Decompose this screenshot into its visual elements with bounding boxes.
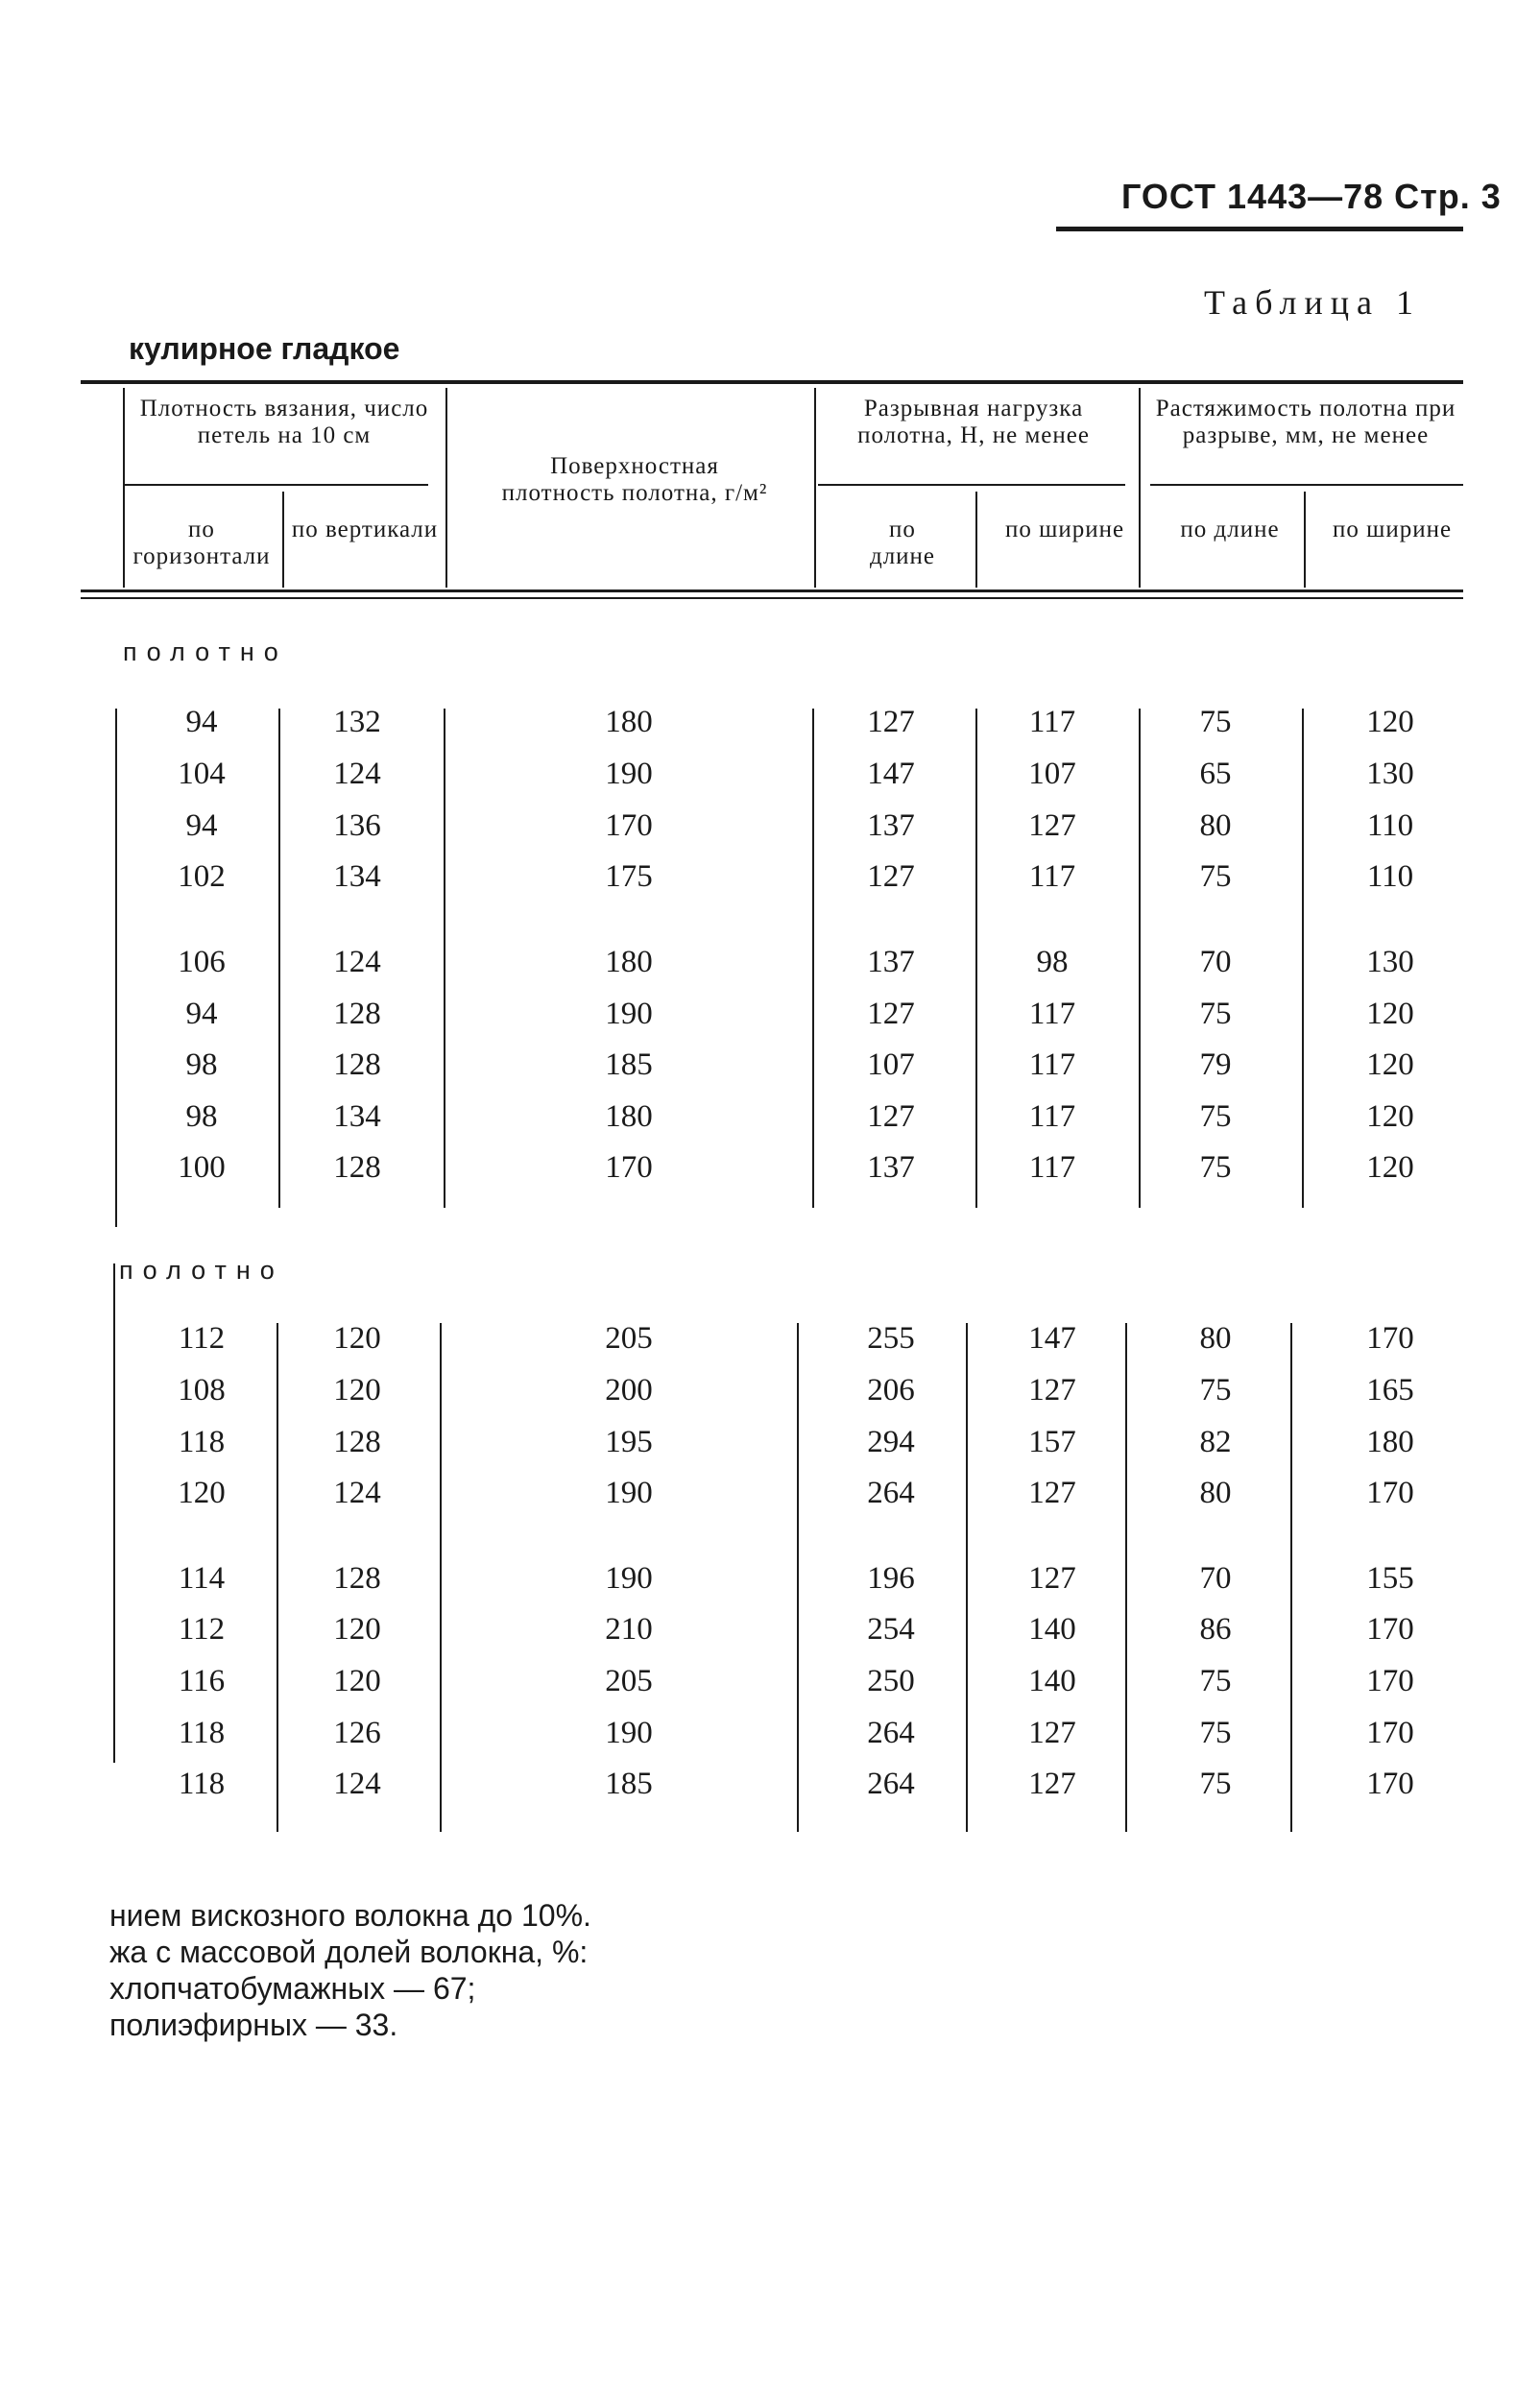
table-cell-elongation-length: 75: [1199, 705, 1232, 739]
table-cell-breaking-load-length: 137: [867, 808, 915, 843]
table-cell-elongation-width: 155: [1366, 1561, 1414, 1596]
table-cell-density-horizontal: 104: [178, 757, 226, 791]
table-cell-elongation-length: 82: [1199, 1425, 1232, 1459]
table-cell-breaking-load-length: 137: [867, 945, 915, 979]
header-breaking-load-group: Разрывная нагрузка полотна, Н, не менее: [857, 396, 1090, 448]
table-cell-elongation-width: 110: [1366, 808, 1414, 843]
table-cell-breaking-load-width: 127: [1028, 1716, 1076, 1750]
table-cell-density-horizontal: 118: [178, 1767, 226, 1801]
table-cell-surface-density: 190: [605, 757, 653, 791]
table-cell-breaking-load-length: 294: [867, 1425, 915, 1459]
header-density-horizontal: по горизонтали: [132, 517, 271, 569]
body-divider-s2-6: [1125, 1323, 1127, 1832]
table-cell-breaking-load-width: 127: [1028, 808, 1076, 843]
table-cell-breaking-load-width: 127: [1028, 1767, 1076, 1801]
table-cell-surface-density: 175: [605, 859, 653, 894]
table-cell-density-vertical: 124: [333, 1476, 381, 1510]
header-elongation-width: по ширине: [1332, 517, 1453, 542]
body-divider-s2-2: [277, 1323, 278, 1832]
table-cell-elongation-length: 75: [1199, 859, 1232, 894]
body-divider-s2-7: [1290, 1323, 1292, 1832]
header-elongation-group: Растяжимость полотна при разрыве, мм, не менее: [1155, 396, 1456, 448]
fabric-title: кулирное гладкое: [129, 331, 400, 366]
table-cell-elongation-length: 75: [1199, 1767, 1232, 1801]
table-cell-elongation-length: 75: [1199, 1150, 1232, 1185]
table-cell-elongation-length: 65: [1199, 757, 1232, 791]
table-cell-elongation-width: 110: [1366, 859, 1414, 894]
body-divider-s2-4: [797, 1323, 799, 1832]
table-cell-elongation-width: 120: [1366, 997, 1414, 1031]
table-cell-density-horizontal: 114: [178, 1561, 226, 1596]
table-cell-breaking-load-width: 140: [1028, 1664, 1076, 1698]
table-cell-surface-density: 180: [605, 945, 653, 979]
table-cell-density-vertical: 120: [333, 1373, 381, 1408]
table-cell-density-horizontal: 118: [178, 1425, 226, 1459]
header-breaking-load-length: по длине: [869, 517, 936, 569]
table-cell-breaking-load-length: 127: [867, 1099, 915, 1134]
table-cell-density-vertical: 120: [333, 1664, 381, 1698]
body-divider-s1-6: [1139, 709, 1141, 1208]
table-cell-density-horizontal: 108: [178, 1373, 226, 1408]
table-cell-elongation-width: 170: [1366, 1716, 1414, 1750]
section-label-2: полотно: [119, 1256, 284, 1285]
table-cell-surface-density: 200: [605, 1373, 653, 1408]
header-density-vertical: по вертикали: [291, 517, 439, 542]
table-cell-density-horizontal: 98: [185, 1099, 218, 1134]
header-divider-3: [814, 388, 816, 588]
table-cell-breaking-load-width: 107: [1028, 757, 1076, 791]
header-bottom-rule-2: [81, 597, 1463, 599]
table-cell-density-horizontal: 116: [178, 1664, 226, 1698]
table-cell-density-horizontal: 94: [185, 705, 218, 739]
table-cell-elongation-length: 75: [1199, 1373, 1232, 1408]
table-cell-surface-density: 190: [605, 997, 653, 1031]
table-cell-surface-density: 205: [605, 1664, 653, 1698]
table-cell-surface-density: 170: [605, 808, 653, 843]
header-divider-6: [975, 492, 977, 588]
table-cell-breaking-load-width: 117: [1028, 859, 1076, 894]
footnote-line-3: хлопчатобумажных — 67;: [109, 1971, 476, 2006]
header-divider-4: [1139, 388, 1141, 588]
footnote-line-4: полиэфирных — 33.: [109, 2008, 398, 2042]
table-cell-surface-density: 195: [605, 1425, 653, 1459]
table-cell-breaking-load-width: 117: [1028, 1150, 1076, 1185]
footnote-line-2: жа с массовой долей волокна, %:: [109, 1935, 589, 1969]
table-cell-breaking-load-length: 206: [867, 1373, 915, 1408]
header-divider-2: [445, 388, 447, 588]
table-cell-elongation-length: 70: [1199, 1561, 1232, 1596]
table-cell-density-vertical: 128: [333, 997, 381, 1031]
page-header-rule: [1056, 227, 1463, 231]
header-subrule-breaking-load: [818, 484, 1125, 486]
table-cell-density-horizontal: 106: [178, 945, 226, 979]
table-cell-density-vertical: 126: [333, 1716, 381, 1750]
table-cell-breaking-load-length: 127: [867, 705, 915, 739]
body-divider-s1-2: [278, 709, 280, 1208]
table-cell-density-vertical: 128: [333, 1047, 381, 1082]
body-divider-s1-5: [975, 709, 977, 1208]
table-cell-elongation-length: 79: [1199, 1047, 1232, 1082]
table-cell-elongation-width: 170: [1366, 1767, 1414, 1801]
table-cell-breaking-load-width: 127: [1028, 1561, 1076, 1596]
header-divider-5: [282, 492, 284, 588]
body-divider-s2-3: [440, 1323, 442, 1832]
table-cell-elongation-length: 80: [1199, 808, 1232, 843]
table-cell-density-horizontal: 94: [185, 997, 218, 1031]
table-cell-density-vertical: 134: [333, 859, 381, 894]
table-cell-density-horizontal: 100: [178, 1150, 226, 1185]
table-top-rule: [81, 380, 1463, 384]
table-cell-elongation-width: 170: [1366, 1476, 1414, 1510]
header-breaking-load-width: по ширине: [1004, 517, 1125, 542]
table-cell-breaking-load-length: 127: [867, 997, 915, 1031]
table-cell-elongation-width: 130: [1366, 757, 1414, 791]
header-bottom-rule-1: [81, 589, 1463, 592]
page-header-standard-ref: ГОСТ 1443—78 Стр. 3: [1121, 177, 1502, 216]
table-cell-density-horizontal: 112: [178, 1612, 226, 1647]
table-label: Таблица 1: [1204, 283, 1421, 322]
table-cell-elongation-width: 120: [1366, 1099, 1414, 1134]
table-cell-surface-density: 210: [605, 1612, 653, 1647]
table-cell-surface-density: 180: [605, 1099, 653, 1134]
table-cell-breaking-load-width: 117: [1028, 1047, 1076, 1082]
table-cell-elongation-width: 170: [1366, 1321, 1414, 1356]
table-cell-density-vertical: 124: [333, 757, 381, 791]
body-divider-s2-5: [966, 1323, 968, 1832]
table-cell-breaking-load-width: 140: [1028, 1612, 1076, 1647]
footnotes: [109, 1897, 591, 2043]
table-cell-density-horizontal: 98: [185, 1047, 218, 1082]
table-cell-density-horizontal: 112: [178, 1321, 226, 1356]
table-cell-elongation-width: 130: [1366, 945, 1414, 979]
body-divider-s1-3: [444, 709, 445, 1208]
table-cell-elongation-width: 120: [1366, 1047, 1414, 1082]
table-cell-elongation-width: 120: [1366, 1150, 1414, 1185]
header-density-group: Плотность вязания, число петель на 10 см: [139, 396, 429, 448]
table-cell-elongation-length: 70: [1199, 945, 1232, 979]
table-cell-elongation-length: 75: [1199, 1099, 1232, 1134]
table-cell-breaking-load-width: 157: [1028, 1425, 1076, 1459]
table-cell-breaking-load-length: 255: [867, 1321, 915, 1356]
table-cell-elongation-length: 75: [1199, 997, 1232, 1031]
table-cell-density-vertical: 128: [333, 1425, 381, 1459]
table-cell-breaking-load-width: 117: [1028, 997, 1076, 1031]
table-cell-breaking-load-width: 98: [1036, 945, 1069, 979]
table-cell-density-horizontal: 118: [178, 1716, 226, 1750]
table-cell-surface-density: 180: [605, 705, 653, 739]
table-cell-elongation-length: 80: [1199, 1476, 1232, 1510]
table-cell-surface-density: 190: [605, 1716, 653, 1750]
table-cell-breaking-load-length: 264: [867, 1716, 915, 1750]
table-cell-elongation-length: 75: [1199, 1664, 1232, 1698]
header-divider-7: [1304, 492, 1306, 588]
table-cell-density-vertical: 136: [333, 808, 381, 843]
table-cell-breaking-load-length: 107: [867, 1047, 915, 1082]
body-divider-s1-7: [1302, 709, 1304, 1208]
section-label-1: полотно: [123, 638, 288, 666]
table-cell-elongation-width: 180: [1366, 1425, 1414, 1459]
table-cell-density-vertical: 132: [333, 705, 381, 739]
table-cell-elongation-width: 120: [1366, 705, 1414, 739]
table-cell-density-vertical: 128: [333, 1561, 381, 1596]
footnote-line-1: нием вискозного волокна до 10%.: [109, 1898, 591, 1933]
body-divider-s1-4: [812, 709, 814, 1208]
table-cell-density-vertical: 128: [333, 1150, 381, 1185]
table-cell-breaking-load-width: 127: [1028, 1476, 1076, 1510]
table-cell-density-vertical: 120: [333, 1612, 381, 1647]
table-cell-breaking-load-width: 127: [1028, 1373, 1076, 1408]
table-cell-surface-density: 190: [605, 1476, 653, 1510]
table-cell-density-vertical: 134: [333, 1099, 381, 1134]
table-cell-breaking-load-width: 117: [1028, 705, 1076, 739]
table-cell-density-horizontal: 94: [185, 808, 218, 843]
table-cell-breaking-load-width: 147: [1028, 1321, 1076, 1356]
table-cell-elongation-length: 86: [1199, 1612, 1232, 1647]
header-subrule-elongation: [1150, 484, 1463, 486]
table-cell-breaking-load-length: 196: [867, 1561, 915, 1596]
table-cell-surface-density: 190: [605, 1561, 653, 1596]
table-cell-density-vertical: 120: [333, 1321, 381, 1356]
table-cell-breaking-load-length: 147: [867, 757, 915, 791]
body-divider-s2-1: [113, 1263, 115, 1763]
table-cell-breaking-load-width: 117: [1028, 1099, 1076, 1134]
table-cell-breaking-load-length: 254: [867, 1612, 915, 1647]
table-cell-density-horizontal: 120: [178, 1476, 226, 1510]
table-cell-density-vertical: 124: [333, 1767, 381, 1801]
header-surface-density: Поверхностная плотность полотна, г/м²: [501, 453, 768, 506]
table-cell-elongation-length: 80: [1199, 1321, 1232, 1356]
header-subrule-density: [125, 484, 428, 486]
table-cell-elongation-width: 170: [1366, 1664, 1414, 1698]
table-cell-breaking-load-length: 264: [867, 1476, 915, 1510]
table-cell-elongation-width: 170: [1366, 1612, 1414, 1647]
table-cell-surface-density: 185: [605, 1767, 653, 1801]
table-cell-surface-density: 185: [605, 1047, 653, 1082]
table-cell-density-vertical: 124: [333, 945, 381, 979]
table-cell-density-horizontal: 102: [178, 859, 226, 894]
table-cell-surface-density: 205: [605, 1321, 653, 1356]
header-elongation-length: по длине: [1180, 517, 1280, 542]
table-cell-surface-density: 170: [605, 1150, 653, 1185]
table-cell-breaking-load-length: 127: [867, 859, 915, 894]
table-cell-breaking-load-length: 250: [867, 1664, 915, 1698]
table-cell-breaking-load-length: 264: [867, 1767, 915, 1801]
table-cell-elongation-length: 75: [1199, 1716, 1232, 1750]
table-cell-breaking-load-length: 137: [867, 1150, 915, 1185]
table-cell-elongation-width: 165: [1366, 1373, 1414, 1408]
body-divider-s1-1: [115, 709, 117, 1227]
